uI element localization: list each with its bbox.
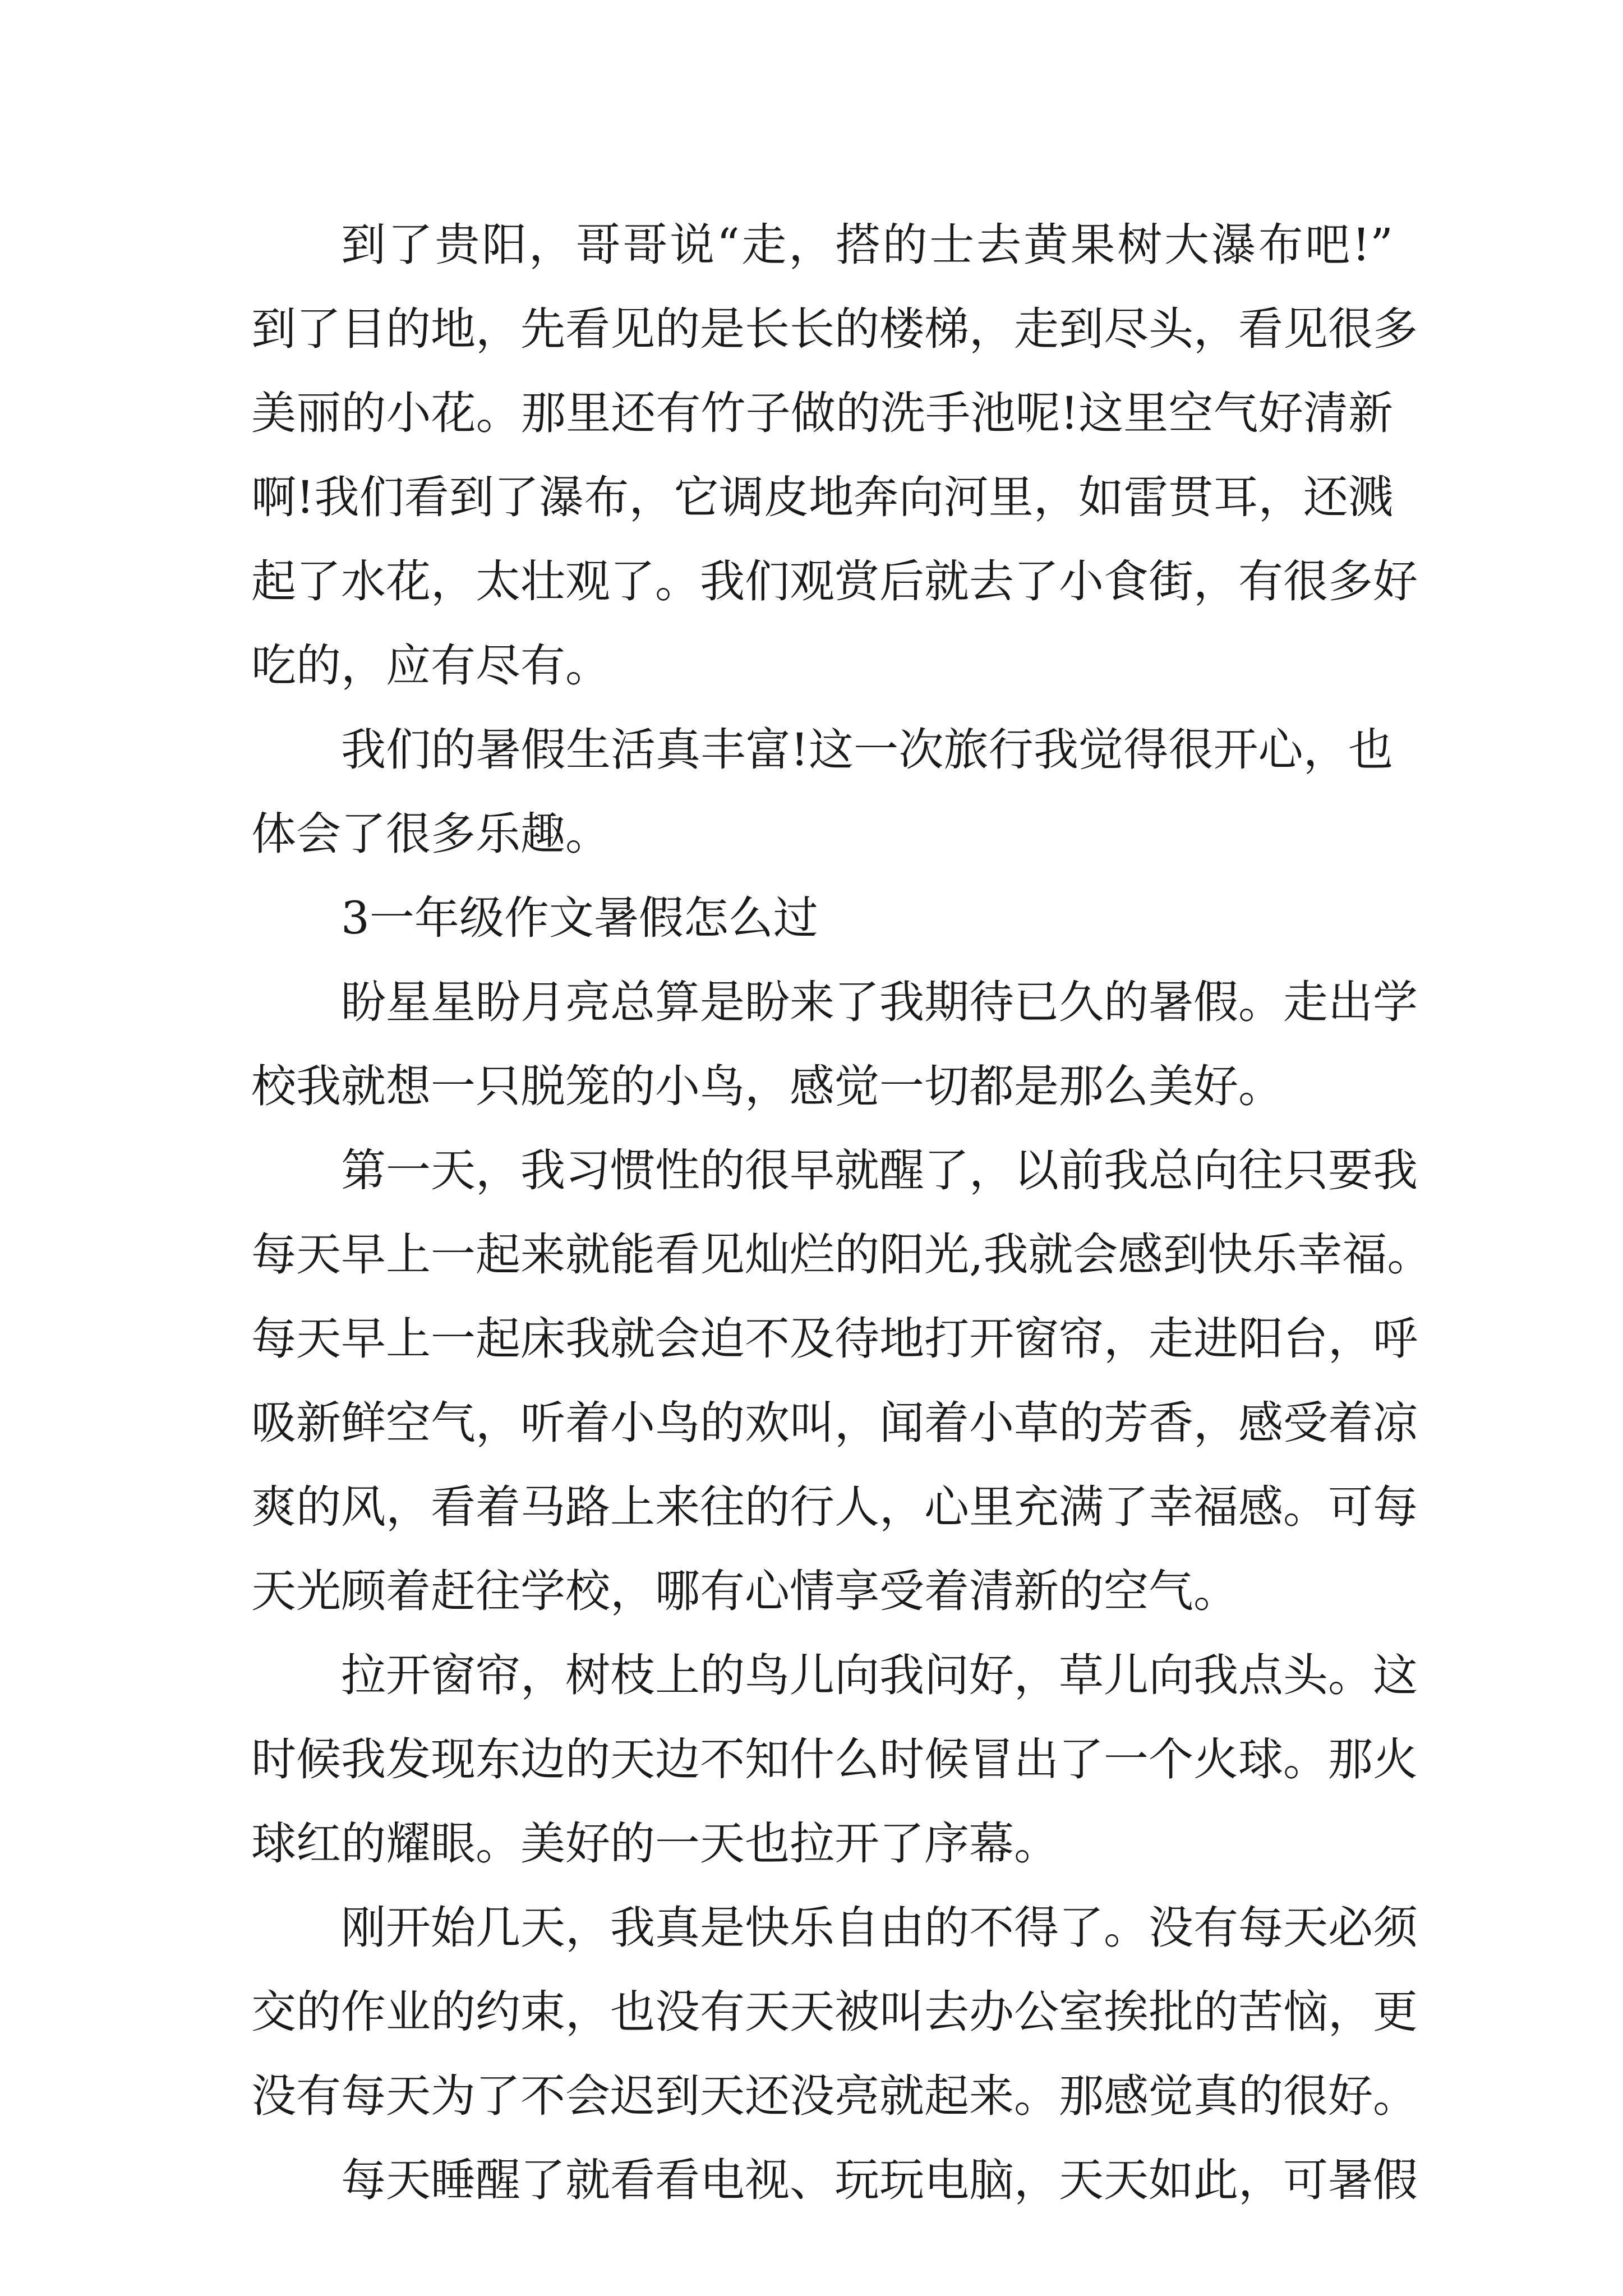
text-line: 到了目的地，先看见的是长长的楼梯，走到尽头，看见很多	[251, 303, 1418, 355]
paragraph	[251, 1634, 1418, 1886]
text-line: 没有每天为了不会迟到天还没亮就起来。那感觉真的很好。	[251, 2070, 1418, 2122]
text-line: 我们的暑假生活真丰富!这一次旅行我觉得很开心，也	[341, 724, 1393, 776]
text-line: 校我就想一只脱笼的小鸟，感觉一切都是那么美好。	[251, 1060, 1283, 1112]
paragraph	[251, 960, 1418, 1129]
paragraph	[251, 708, 1393, 876]
section-heading	[251, 876, 1393, 960]
paragraph	[251, 1886, 1418, 2138]
text-line: 美丽的小花。那里还有竹子做的洗手池呢!这里空气好清新	[251, 387, 1393, 439]
text-line: 第一天，我习惯性的很早就醒了，以前我总向往只要我	[341, 1144, 1418, 1197]
text-line: 到了贵阳，哥哥说“走，搭的士去黄果树大瀑布吧!”	[341, 219, 1393, 271]
essay-body	[251, 203, 1432, 2223]
text-line: 爽的风，看着马路上来往的行人，心里充满了幸福感。可每	[251, 1481, 1418, 1533]
paragraph	[251, 203, 1418, 708]
text-line: 每天早上一起来就能看见灿烂的阳光,我就会感到快乐幸福。	[251, 1228, 1432, 1281]
text-line: 啊!我们看到了瀑布，它调皮地奔向河里，如雷贯耳，还溅	[251, 471, 1393, 523]
text-line: 3一年级作文暑假怎么过	[341, 892, 818, 944]
text-line: 球红的耀眼。美好的一天也拉开了序幕。	[251, 1818, 1059, 1870]
text-line: 吸新鲜空气，听着小鸟的欢叫，闻着小草的芳香，感受着凉	[251, 1397, 1418, 1449]
text-line: 体会了很多乐趣。	[251, 808, 610, 860]
text-line: 拉开窗帘，树枝上的鸟儿向我问好，草儿向我点头。这	[341, 1649, 1418, 1701]
text-line: 每天早上一起床我就会迫不及待地打开窗帘，走进阳台，呼	[251, 1313, 1418, 1365]
text-line: 吃的，应有尽有。	[251, 639, 610, 692]
text-line: 刚开始几天，我真是快乐自由的不得了。没有每天必须	[341, 1902, 1418, 1954]
paragraph	[251, 1129, 1432, 1634]
text-line: 天光顾着赶往学校，哪有心情享受着清新的空气。	[251, 1565, 1238, 1617]
text-line: 时候我发现东边的天边不知什么时候冒出了一个火球。那火	[251, 1733, 1418, 1786]
text-line: 盼星星盼月亮总算是盼来了我期待已久的暑假。走出学	[341, 976, 1418, 1028]
text-line: 每天睡醒了就看看电视、玩玩电脑，天天如此，可暑假	[341, 2154, 1418, 2206]
text-line: 交的作业的约束，也没有天天被叫去办公室挨批的苦恼，更	[251, 1986, 1418, 2038]
text-line: 起了水花，太壮观了。我们观赏后就去了小食街，有很多好	[251, 555, 1418, 608]
paragraph	[251, 2138, 1418, 2223]
